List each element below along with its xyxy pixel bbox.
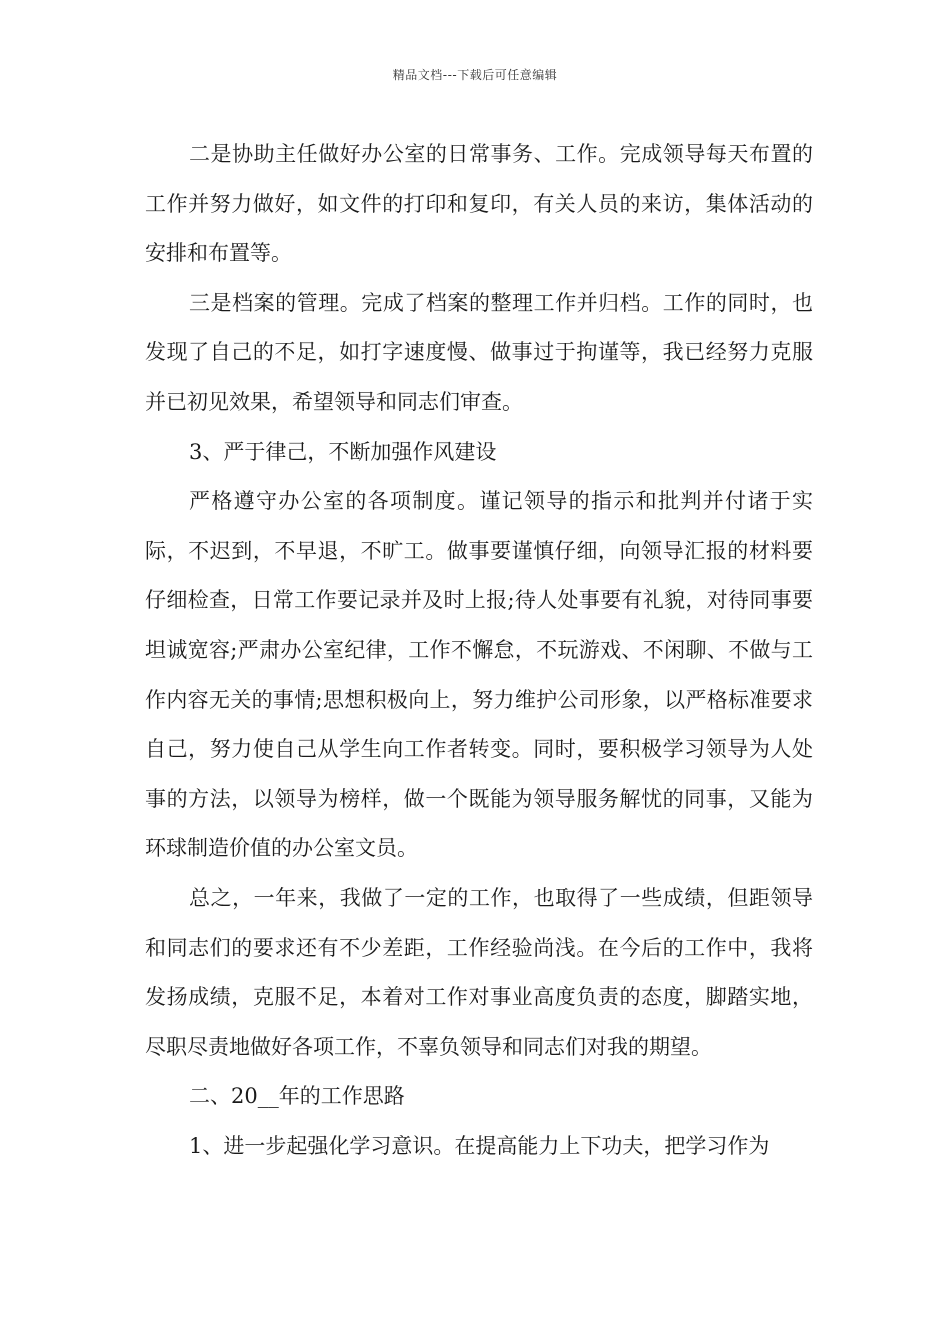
paragraph-office-rules: 严格遵守办公室的各项制度。谨记领导的指示和批判并付诸于实际，不迟到，不早退，不旷工。做事要谨慎仔细，向领导汇报的材料要仔细检查，日常工作要记录并及时上报;待人处事要有礼貌，对待同事要坦诚宽容;严肃办公室纪律，工作不懈怠，不玩游戏、不闲聊、不做与工作内容无关的事情;思想积极向上，努力维护公司形象，以严格标准要求自己，努力使自己从学生向工作者转变。同时，要积极学习领导为人处事的方法，以领导为榜样，做一个既能为领导服务解忧的同事，又能为环球制造价值的办公室文员。 (145, 489, 813, 861)
section-heading-self-discipline: 3、严于律己，不断加强作风建设 (189, 439, 497, 464)
page-header: 精品文档---下载后可任意编辑 (392, 68, 558, 82)
document-body (145, 130, 813, 1171)
paragraph-office-duties: 二是协助主任做好办公室的日常事务、工作。完成领导每天布置的工作并努力做好，如文件的打印和复印，有关人员的来访，集体活动的安排和布置等。 (145, 142, 813, 266)
section-heading-work-plan: 二、20__年的工作思路 (189, 1084, 405, 1109)
paragraph-summary: 总之，一年来，我做了一定的工作，也取得了一些成绩，但距领导和同志们的要求还有不少差距，工作经验尚浅。在今后的工作中，我将发扬成绩，克服不足，本着对工作对事业高度负责的态度，脚踏实地，尽职尽责地做好各项工作，不辜负领导和同志们对我的期望。 (145, 885, 813, 1059)
paragraph-archive-management: 三是档案的管理。完成了档案的整理工作并归档。工作的同时，也发现了自己的不足，如打字速度慢、做事过于拘谨等，我已经努力克服并已初见效果，希望领导和同志们审查。 (145, 290, 813, 414)
paragraph-learning: 1、进一步起强化学习意识。在提高能力上下功夫，把学习作为 (189, 1133, 770, 1158)
